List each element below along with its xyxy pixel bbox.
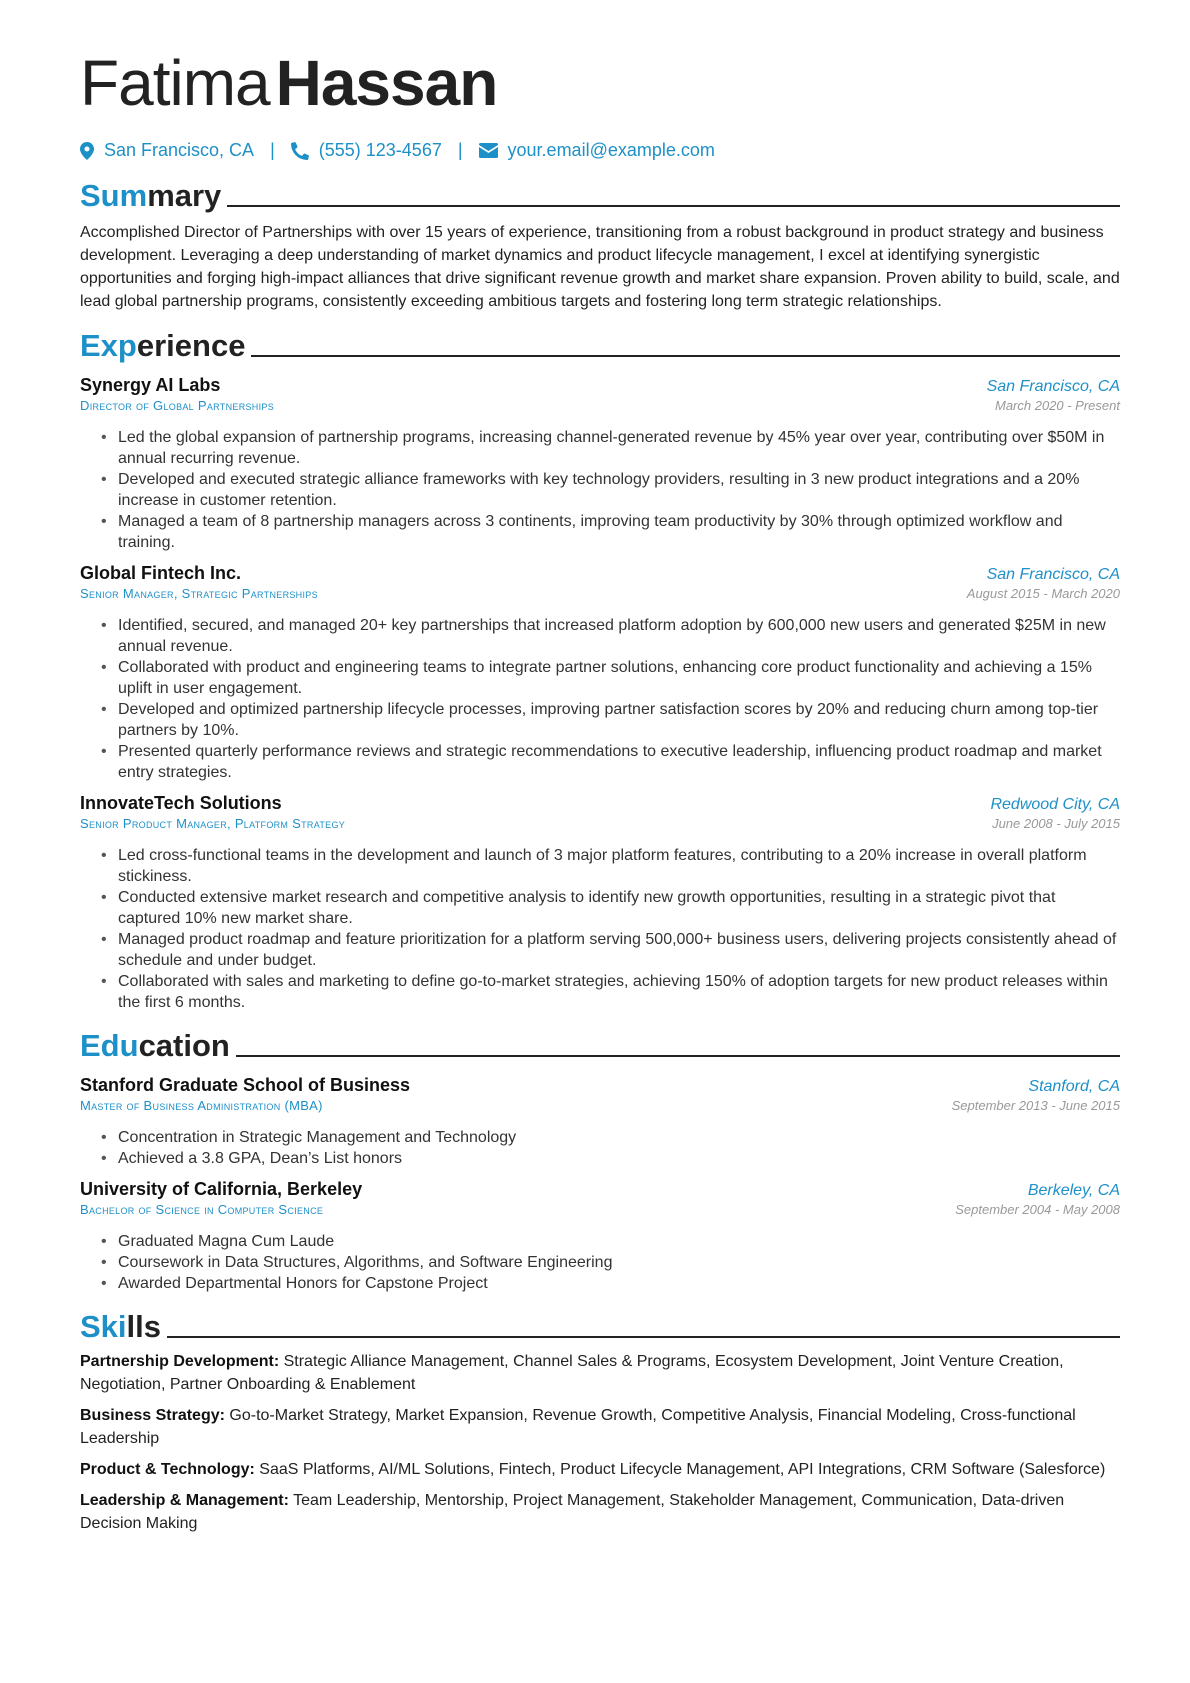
- bullet-list: [80, 1127, 1120, 1169]
- bullet-list: [80, 427, 1120, 553]
- bullet-list: [80, 845, 1120, 1013]
- contact-separator: |: [457, 140, 463, 160]
- skill-items: Go-to-Market Strategy, Market Expansion, Revenue Growth, Competitive Analysis, Financial Modeling, Cross-functional Leadership: [80, 1407, 1076, 1447]
- candidate-name: [80, 44, 1120, 122]
- bullet-item: • Developed and executed strategic alliance frameworks with key technology providers, resulting in 3 new product integrations and a 20% increase in customer retention.: [118, 469, 1120, 511]
- phone-icon: [291, 142, 309, 160]
- skill-category: Partnership Development:: [80, 1353, 280, 1370]
- bullet-item: • Coursework in Data Structures, Algorithms, and Software Engineering: [118, 1252, 1120, 1273]
- organization-name: Synergy AI Labs: [80, 375, 221, 395]
- organization-name: University of California, Berkeley: [80, 1179, 363, 1199]
- organization-name: Global Fintech Inc.: [80, 563, 242, 583]
- entry-location: Redwood City, CA: [990, 796, 1120, 813]
- experience-entry: [80, 375, 1120, 553]
- section-header: [80, 175, 1120, 215]
- section-header: [80, 325, 1120, 365]
- entry-sub-row: [80, 586, 1120, 601]
- bullet-item: • Collaborated with sales and marketing to define go-to-market strategies, achieving 150% of adoption targets for new product releases within the first 6 months.: [118, 971, 1120, 1013]
- organization-name: InnovateTech Solutions: [80, 793, 282, 813]
- section-rule: [236, 1055, 1120, 1057]
- experience-list: [80, 375, 1120, 1013]
- bullet-item: • Collaborated with product and engineering teams to integrate partner solutions, enhancing core product functionality and achieving a 15% uplift in user engagement.: [118, 657, 1120, 699]
- contact-phone[interactable]: [291, 140, 442, 161]
- bullet-item: • Developed and optimized partnership lifecycle processes, improving partner satisfaction scores by 20% and reducing churn among top-tier partners by 10%.: [118, 699, 1120, 741]
- skill-items: Team Leadership, Mentorship, Project Management, Stakeholder Management, Communication, Data-driven Decision Making: [80, 1492, 1065, 1532]
- phone-text[interactable]: (555) 123-4567: [318, 140, 442, 160]
- bullet-list: [80, 1231, 1120, 1294]
- entry-role: Senior Manager, Strategic Partnerships: [80, 586, 318, 601]
- skill-items: SaaS Platforms, AI/ML Solutions, Fintech, Product Lifecycle Management, API Integrations, CRM Software (Salesforce): [259, 1461, 1106, 1478]
- skills-list: [80, 1350, 1120, 1535]
- entry-top-row: [80, 375, 1120, 396]
- section-rule: [251, 355, 1120, 357]
- entry-sub-row: [80, 816, 1120, 831]
- bullet-item: • Concentration in Strategic Management and Technology: [118, 1127, 1120, 1148]
- contact-email[interactable]: [479, 140, 715, 161]
- education-list: [80, 1075, 1120, 1294]
- bullet-item: • Led cross-functional teams in the development and launch of 3 major platform features, contributing to a 20% increase in overall platform stickiness.: [118, 845, 1120, 887]
- skill-category: Leadership & Management:: [80, 1492, 289, 1509]
- entry-role: Senior Product Manager, Platform Strategy: [80, 816, 346, 831]
- entry-date: June 2008 - July 2015: [992, 816, 1120, 831]
- skill-row: [80, 1489, 1120, 1535]
- bullet-list: [80, 615, 1120, 783]
- section-title: Skills: [80, 1309, 161, 1344]
- section-title: Summary: [80, 178, 222, 213]
- last-name: Hassan: [275, 47, 498, 119]
- skill-category: Business Strategy:: [80, 1407, 225, 1424]
- entry-top-row: [80, 1179, 1120, 1200]
- bullet-item: • Managed product roadmap and feature prioritization for a platform serving 500,000+ business users, delivering projects consistently ahead of schedule and under budget.: [118, 929, 1120, 971]
- skill-row: [80, 1404, 1120, 1450]
- bullet-item: • Led the global expansion of partnership programs, increasing channel-generated revenue by 45% year over year, contributing over $50M in annual recurring revenue.: [118, 427, 1120, 469]
- bullet-item: • Awarded Departmental Honors for Capstone Project: [118, 1273, 1120, 1294]
- location-text: San Francisco, CA: [104, 140, 255, 160]
- entry-date: September 2013 - June 2015: [951, 1098, 1120, 1113]
- entry-sub-row: [80, 1098, 1120, 1113]
- bullet-item: • Conducted extensive market research and competitive analysis to identify new growth opportunities, resulting in a strategic pivot that captured 10% new market share.: [118, 887, 1120, 929]
- organization-name: Stanford Graduate School of Business: [80, 1075, 411, 1095]
- entry-date: March 2020 - Present: [994, 398, 1120, 413]
- entry-location: San Francisco, CA: [986, 566, 1120, 583]
- email-link[interactable]: your.email@example.com: [507, 140, 715, 160]
- section-header: [80, 1306, 1120, 1346]
- skill-category: Product & Technology:: [80, 1461, 255, 1478]
- entry-role: Director of Global Partnerships: [80, 398, 275, 413]
- contact-location: [80, 140, 254, 161]
- bullet-item: • Graduated Magna Cum Laude: [118, 1231, 1120, 1252]
- entry-role: Bachelor of Science in Computer Science: [80, 1202, 324, 1217]
- entry-date: September 2004 - May 2008: [955, 1202, 1120, 1217]
- summary-section: [80, 175, 1120, 313]
- entry-date: August 2015 - March 2020: [966, 586, 1120, 601]
- education-entry: [80, 1179, 1120, 1294]
- entry-sub-row: [80, 1202, 1120, 1217]
- skill-items: Strategic Alliance Management, Channel Sales & Programs, Ecosystem Development, Joint Venture Creation, Negotiation, Partner Onboarding & Enablement: [80, 1353, 1064, 1393]
- envelope-icon: [479, 143, 498, 158]
- summary-text: Accomplished Director of Partnerships with over 15 years of experience, transitioning from a robust background in product strategy and business development. Leveraging a deep understanding of market dynamics and product lifecycle management, I excel at identifying synergistic opportunities and forging high-impact alliances that drive significant revenue growth and market share expansion. Proven ability to build, scale, and lead global partnership programs, consistently exceeding ambitious targets and fostering long term strategic relationships.: [80, 224, 1120, 310]
- skill-row: [80, 1350, 1120, 1396]
- bullet-item: • Achieved a 3.8 GPA, Dean’s List honors: [118, 1148, 1120, 1169]
- map-pin-icon: [80, 142, 94, 160]
- education-entry: [80, 1075, 1120, 1169]
- experience-entry: [80, 563, 1120, 783]
- entry-location: Stanford, CA: [1028, 1078, 1120, 1095]
- first-name: Fatima: [80, 47, 270, 119]
- entry-role: Master of Business Administration (MBA): [80, 1098, 323, 1113]
- entry-location: Berkeley, CA: [1027, 1182, 1120, 1199]
- entry-top-row: [80, 793, 1120, 814]
- entry-top-row: [80, 1075, 1120, 1096]
- entry-location: San Francisco, CA: [986, 378, 1120, 395]
- education-section: [80, 1025, 1120, 1294]
- skill-row: [80, 1458, 1120, 1481]
- section-rule: [227, 205, 1120, 207]
- bullet-item: • Identified, secured, and managed 20+ key partnerships that increased platform adoption by 600,000 new users and generated $25M in new annual revenue.: [118, 615, 1120, 657]
- skills-section: [80, 1306, 1120, 1535]
- bullet-item: • Presented quarterly performance reviews and strategic recommendations to executive leadership, influencing product roadmap and market entry strategies.: [118, 741, 1120, 783]
- section-rule: [167, 1336, 1120, 1338]
- entry-top-row: [80, 563, 1120, 584]
- experience-section: [80, 325, 1120, 1013]
- contact-separator: |: [270, 140, 275, 160]
- bullet-item: • Managed a team of 8 partnership managers across 3 continents, improving team productivity by 30% through optimized workflow and training.: [118, 511, 1120, 553]
- section-header: [80, 1025, 1120, 1065]
- section-title: Education: [80, 1028, 230, 1063]
- experience-entry: [80, 793, 1120, 1013]
- section-title: Experience: [80, 328, 246, 363]
- entry-sub-row: [80, 398, 1120, 413]
- contact-bar: [80, 140, 1120, 161]
